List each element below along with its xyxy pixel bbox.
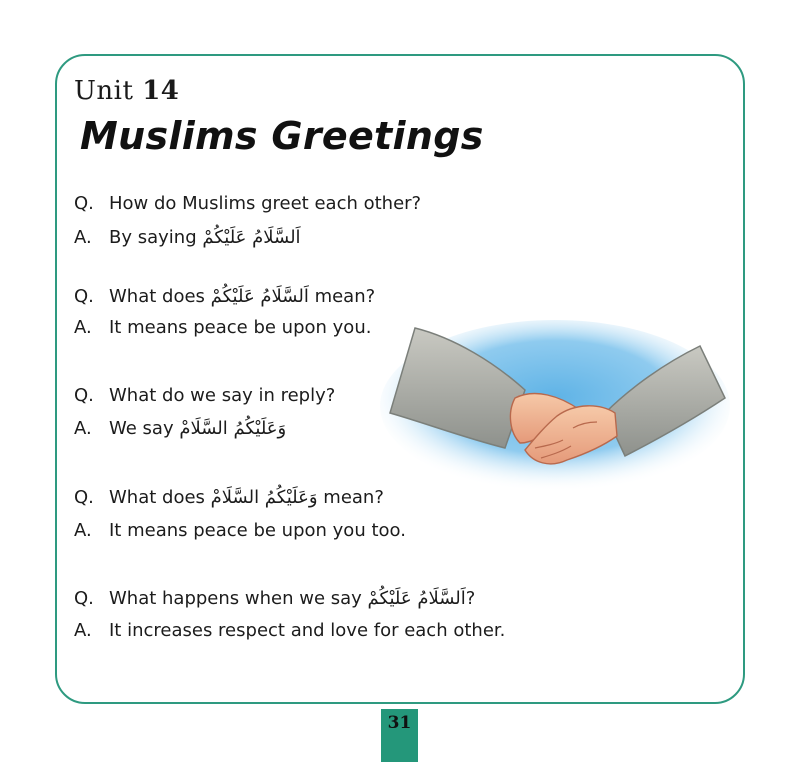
question-text-end: mean? bbox=[314, 286, 376, 307]
page-title: Muslims Greetings bbox=[80, 114, 484, 158]
answer-5 bbox=[74, 620, 505, 642]
unit-label: Unit bbox=[74, 76, 134, 106]
question-text: What happens when we say bbox=[109, 588, 362, 609]
question-5 bbox=[74, 588, 475, 610]
q-mark: Q. bbox=[74, 286, 94, 307]
q-mark: Q. bbox=[74, 588, 94, 609]
question-text: What does bbox=[109, 286, 205, 307]
question-text: How do Muslims greet each other? bbox=[109, 193, 422, 214]
answer-text: By saying bbox=[109, 227, 197, 248]
arabic-salam: اَلسَّلَامُ عَلَيْكُمْ bbox=[210, 286, 309, 307]
q-mark: Q. bbox=[74, 385, 94, 406]
question-1 bbox=[74, 193, 421, 215]
handshake-illustration bbox=[375, 318, 735, 498]
question-4 bbox=[74, 487, 384, 509]
question-text-end: ? bbox=[465, 588, 476, 609]
question-text: What do we say in reply? bbox=[109, 385, 336, 406]
answer-text: It increases respect and love for each other. bbox=[109, 620, 506, 641]
unit-heading bbox=[74, 76, 179, 106]
question-3 bbox=[74, 385, 335, 407]
a-mark: A. bbox=[74, 520, 92, 541]
arabic-salam: اَلسَّلَامُ عَلَيْكُمْ bbox=[202, 227, 301, 248]
unit-number: 14 bbox=[142, 76, 180, 106]
a-mark: A. bbox=[74, 418, 92, 439]
question-text-end: mean? bbox=[323, 487, 384, 508]
answer-text: It means peace be upon you too. bbox=[109, 520, 406, 541]
answer-text: It means peace be upon you. bbox=[109, 317, 372, 338]
question-2 bbox=[74, 286, 375, 308]
arabic-salam: اَلسَّلَامُ عَلَيْكُمْ bbox=[367, 588, 466, 609]
question-text: What does bbox=[109, 487, 205, 508]
answer-text: We say bbox=[109, 418, 174, 439]
page-number: 31 bbox=[387, 713, 412, 733]
answer-3 bbox=[74, 418, 286, 440]
q-mark: Q. bbox=[74, 193, 94, 214]
a-mark: A. bbox=[74, 620, 92, 641]
a-mark: A. bbox=[74, 227, 92, 248]
answer-2 bbox=[74, 317, 371, 339]
arabic-reply: وَعَلَيْكُمُ السَّلَامْ bbox=[210, 487, 318, 508]
arabic-reply: وَعَلَيْكُمُ السَّلَامْ bbox=[179, 418, 287, 439]
q-mark: Q. bbox=[74, 487, 94, 508]
answer-4 bbox=[74, 520, 406, 542]
answer-1 bbox=[74, 227, 301, 249]
a-mark: A. bbox=[74, 317, 92, 338]
